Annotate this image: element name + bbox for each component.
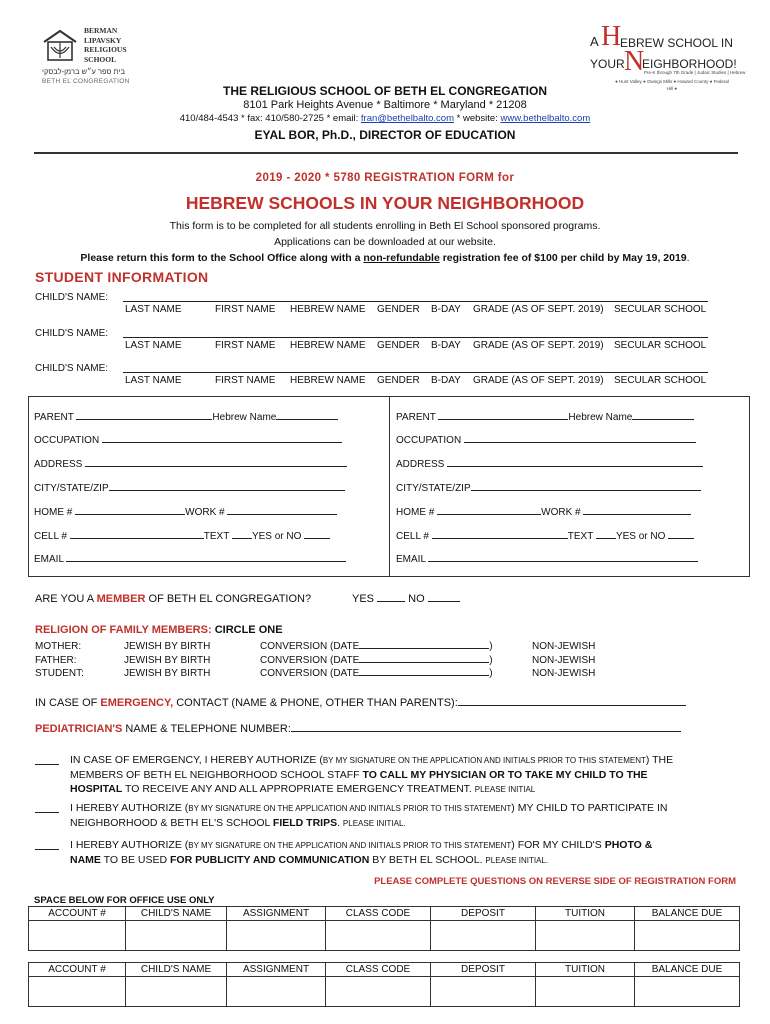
office-col: DEPOSIT [431, 963, 536, 977]
member-answer [352, 593, 460, 605]
auth-initial-note: PLEASE INITIAL. [485, 856, 549, 865]
occupation-label: OCCUPATION [396, 435, 462, 446]
auth-text: NEIGHBORHOOD & BETH EL'S SCHOOL [70, 817, 273, 829]
return-pre: Please return this form to the School Office along with a [80, 252, 364, 264]
auth-text: I HEREBY AUTHORIZE ( [70, 839, 189, 851]
logo-line: BERMAN [84, 26, 118, 35]
address-field[interactable] [447, 466, 703, 467]
office-col: CLASS CODE [326, 963, 431, 977]
office-entry-row [29, 921, 740, 951]
occupation-row [396, 435, 696, 446]
auth-2-line-2 [70, 816, 738, 831]
religion-birth[interactable]: JEWISH BY BIRTH [124, 641, 211, 652]
office-heading: SPACE BELOW FOR OFFICE USE ONLY [34, 895, 215, 906]
logo-line: SCHOOL [84, 54, 117, 64]
col-last-name: LAST NAME [125, 340, 182, 351]
office-cell[interactable] [536, 977, 635, 1007]
work-field[interactable] [227, 514, 337, 515]
pediatrician-post: NAME & TELEPHONE NUMBER: [122, 723, 291, 735]
religion-who: FATHER: [35, 655, 77, 666]
auth-initial-note: PLEASE INITIAL [474, 785, 536, 794]
religion-conversion[interactable]: CONVERSION (DATE ) [260, 641, 493, 652]
emergency-pre: IN CASE OF [35, 697, 101, 709]
email-label: EMAIL [396, 554, 426, 565]
reverse-side-note: PLEASE COMPLETE QUESTIONS ON REVERSE SIDE OF REGISTRATION FORM [374, 876, 736, 887]
office-cell[interactable] [227, 977, 326, 1007]
office-col: ASSIGNMENT [227, 907, 326, 921]
auth-text: MEMBERS OF BETH EL NEIGHBORHOOD SCHOOL STAFF [70, 769, 363, 781]
school-contact [0, 113, 770, 124]
logo-line: LIPAVSKY [84, 35, 122, 45]
office-col: ACCOUNT # [29, 907, 126, 921]
year-line: 2019 - 2020 * 5780 REGISTRATION FORM for [255, 172, 515, 184]
office-col: CHILD'S NAME [126, 907, 227, 921]
conversion-label: CONVERSION (DATE [260, 655, 360, 666]
member-word: MEMBER [96, 593, 146, 605]
office-col: ASSIGNMENT [227, 963, 326, 977]
hebrew-name-field[interactable] [632, 419, 694, 420]
parent-label: PARENT [34, 412, 74, 423]
email-link[interactable]: fran@bethelbalto.com [360, 113, 454, 124]
menorah-building-icon [42, 28, 78, 62]
logo-big-n: N [624, 46, 645, 77]
text-label: TEXT [567, 531, 594, 542]
logo-locations: ● Hunt Valley ● Owings Mills ● Howard County ● Federal Hill ● [615, 79, 729, 91]
member-question [35, 593, 311, 605]
logo-tagline: Pre-K through 7th Grade | Judaic Studies | Hebrew [644, 70, 746, 75]
office-cell[interactable] [126, 977, 227, 1007]
child-label: CHILD'S NAME: [35, 292, 109, 303]
auth-1-initial[interactable] [35, 764, 59, 765]
member-pre: ARE YOU A [35, 593, 97, 605]
auth-2-line-1 [70, 801, 738, 816]
city-row [396, 483, 701, 494]
office-cell[interactable] [227, 921, 326, 951]
auth-bold: TO CALL MY PHYSICIAN OR TO TAKE MY CHILD TO THE [362, 769, 648, 781]
office-col: BALANCE DUE [635, 907, 740, 921]
conversion-date-field[interactable] [359, 662, 489, 663]
pediatrician-row [35, 723, 681, 735]
office-header-row [29, 963, 740, 977]
email-field[interactable] [428, 561, 698, 562]
yes-no-label: YES or NO [615, 531, 666, 542]
auth-text: IN CASE OF EMERGENCY, I HEREBY AUTHORIZE ( [70, 754, 323, 766]
col-hebrew-name: HEBREW NAME [290, 340, 366, 351]
cell-label: CELL # [34, 531, 67, 542]
religion-birth[interactable]: JEWISH BY BIRTH [124, 655, 211, 666]
office-col: TUITION [536, 963, 635, 977]
home-field[interactable] [437, 514, 541, 515]
col-grade: GRADE (AS OF SEPT. 2019) [473, 304, 604, 315]
col-bday: B-DAY [431, 340, 461, 351]
child-label: CHILD'S NAME: [35, 328, 109, 339]
office-cell[interactable] [431, 977, 536, 1007]
occupation-row [34, 435, 342, 446]
city-label: CITY/STATE/ZIP [396, 483, 471, 494]
hebrew-name-label: Hebrew Name [212, 412, 277, 423]
office-col: CHILD'S NAME [126, 963, 227, 977]
logo-hebrew: בית ספר ע״ש ברמן-לבסקי [42, 67, 125, 76]
auth-3 [70, 838, 738, 868]
school-address: 8101 Park Heights Avenue * Baltimore * Maryland * 21208 [243, 99, 527, 111]
religion-conversion[interactable]: CONVERSION (DATE ) [260, 655, 493, 666]
child-row-1 [35, 292, 715, 322]
text-label: TEXT [203, 531, 230, 542]
col-last-name: LAST NAME [125, 304, 182, 315]
home-field[interactable] [75, 514, 185, 515]
office-cell[interactable] [126, 921, 227, 951]
cell-field[interactable] [70, 538, 204, 539]
religion-non-jewish[interactable]: NON-JEWISH [532, 655, 596, 666]
office-table-1 [28, 906, 740, 951]
auth-small: BY MY SIGNATURE ON THE APPLICATION AND INITIALS PRIOR TO THIS STATEMENT [188, 841, 512, 850]
parent-label: PARENT [396, 412, 436, 423]
office-cell[interactable] [431, 921, 536, 951]
religion-non-jewish[interactable]: NON-JEWISH [532, 668, 596, 679]
col-gender: GENDER [377, 304, 420, 315]
logo-big-h: H [601, 21, 622, 52]
religion-heading: RELIGION OF FAMILY MEMBERS: [35, 624, 212, 636]
parent-row [396, 412, 694, 423]
auth-text: TO BE USED [100, 854, 170, 866]
conversion-date-field[interactable] [359, 675, 489, 676]
auth-1-line-1 [70, 753, 738, 768]
office-entry-row [29, 977, 740, 1007]
office-cell[interactable] [635, 921, 740, 951]
office-col: ACCOUNT # [29, 963, 126, 977]
child-row-2 [35, 328, 715, 358]
member-yes-label: YES [352, 593, 375, 605]
address-row [34, 459, 347, 470]
home-label: HOME # [396, 507, 435, 518]
pediatrician-word: PEDIATRICIAN'S [35, 723, 123, 735]
office-cell[interactable] [29, 977, 126, 1007]
col-last-name: LAST NAME [125, 375, 182, 386]
city-label: CITY/STATE/ZIP [34, 483, 109, 494]
religion-birth[interactable]: JEWISH BY BIRTH [124, 668, 211, 679]
member-post: OF BETH EL CONGREGATION? [145, 593, 312, 605]
col-grade: GRADE (AS OF SEPT. 2019) [473, 375, 604, 386]
home-row [34, 507, 337, 518]
city-row [34, 483, 345, 494]
yes-no-field[interactable] [668, 538, 694, 539]
contact-mid: * website: [454, 113, 501, 124]
work-label: WORK # [185, 507, 225, 518]
emergency-row [35, 697, 686, 709]
auth-text: ) THE [645, 754, 674, 766]
cell-field[interactable] [432, 538, 568, 539]
conversion-label: CONVERSION (DATE [260, 668, 360, 679]
work-field[interactable] [583, 514, 691, 515]
auth-1 [70, 753, 738, 797]
office-table-2 [28, 962, 740, 1007]
auth-bold: PHOTO & [604, 839, 653, 851]
religion-non-jewish[interactable]: NON-JEWISH [532, 641, 596, 652]
office-cell[interactable] [29, 921, 126, 951]
auth-1-line-2 [70, 768, 738, 782]
member-no-field[interactable] [428, 601, 460, 602]
office-header-row [29, 907, 740, 921]
cell-row [396, 531, 694, 542]
col-hebrew-name: HEBREW NAME [290, 304, 366, 315]
occupation-label: OCCUPATION [34, 435, 100, 446]
cell-row [34, 531, 330, 542]
auth-2-initial[interactable] [35, 812, 59, 813]
religion-who: MOTHER: [35, 641, 82, 652]
student-heading: STUDENT INFORMATION [35, 269, 209, 285]
hebrew-name-label: Hebrew Name [568, 412, 633, 423]
auth-1-line-3 [70, 782, 738, 797]
yes-no-label: YES or NO [251, 531, 302, 542]
emergency-field[interactable] [458, 705, 686, 706]
office-col: BALANCE DUE [635, 963, 740, 977]
religion-circle: CIRCLE ONE [214, 624, 283, 636]
religion-heading-row [35, 624, 283, 636]
work-label: WORK # [541, 507, 581, 518]
col-secular-school: SECULAR SCHOOL [614, 304, 707, 315]
return-instructions [0, 252, 770, 264]
address-label: ADDRESS [34, 459, 83, 470]
occupation-field[interactable] [464, 442, 696, 443]
home-label: HOME # [34, 507, 73, 518]
emergency-post: CONTACT (NAME & PHONE, OTHER THAN PARENTS): [173, 697, 458, 709]
religion-row [35, 641, 735, 654]
form-title: HEBREW SCHOOLS IN YOUR NEIGHBORHOOD [185, 193, 585, 213]
logo-big-a: A [590, 34, 599, 49]
email-row [396, 554, 698, 565]
occupation-field[interactable] [102, 442, 342, 443]
conversion-label: CONVERSION (DATE [260, 641, 360, 652]
auth-text: ) MY CHILD TO PARTICIPATE IN [511, 802, 668, 814]
col-first-name: FIRST NAME [215, 375, 276, 386]
intro-line-2: Applications can be downloaded at our website. [274, 236, 496, 248]
col-hebrew-name: HEBREW NAME [290, 375, 366, 386]
auth-text: . [337, 817, 340, 829]
col-gender: GENDER [377, 340, 420, 351]
return-underline: non-refundable [363, 252, 440, 264]
religion-row [35, 668, 735, 681]
office-col: DEPOSIT [431, 907, 536, 921]
office-col: TUITION [536, 907, 635, 921]
email-field[interactable] [66, 561, 346, 562]
home-row [396, 507, 691, 518]
parent-field[interactable] [438, 419, 568, 420]
child-label: CHILD'S NAME: [35, 363, 109, 374]
auth-bold: FOR PUBLICITY AND COMMUNICATION [169, 854, 370, 866]
emergency-word: EMERGENCY, [100, 697, 174, 709]
address-label: ADDRESS [396, 459, 445, 470]
logo-line2: EIGHBORHOOD! [642, 57, 737, 71]
text-field[interactable] [596, 538, 616, 539]
auth-text: ) FOR MY CHILD'S [511, 839, 605, 851]
auth-3-initial[interactable] [35, 849, 59, 850]
office-cell[interactable] [326, 977, 431, 1007]
text-field[interactable] [232, 538, 252, 539]
hebrew-name-field[interactable] [276, 419, 338, 420]
left-logo [42, 26, 152, 86]
col-grade: GRADE (AS OF SEPT. 2019) [473, 340, 604, 351]
col-first-name: FIRST NAME [215, 340, 276, 351]
school-name: THE RELIGIOUS SCHOOL OF BETH EL CONGREGATION [222, 84, 548, 98]
website-link[interactable]: www.bethelbalto.com [500, 113, 591, 124]
auth-2 [70, 801, 738, 831]
city-field[interactable] [471, 490, 701, 491]
parent-box-divider [389, 397, 390, 576]
pediatrician-field[interactable] [291, 731, 681, 732]
member-no-label: NO [408, 593, 425, 605]
logo-your: YOUR [590, 57, 625, 71]
parent-box [28, 396, 750, 577]
auth-bold: HOSPITAL [70, 783, 123, 795]
contact-prefix: 410/484-4543 * fax: 410/580-2725 * email: [179, 113, 361, 124]
office-col: CLASS CODE [326, 907, 431, 921]
address-field[interactable] [85, 466, 347, 467]
auth-bold: FIELD TRIPS [272, 817, 338, 829]
return-post: registration fee of $100 per child by May 19, 2019 [439, 252, 687, 264]
auth-text: TO RECEIVE ANY AND ALL APPROPRIATE EMERGENCY TREATMENT. [122, 783, 472, 795]
auth-bold: NAME [70, 854, 101, 866]
col-secular-school: SECULAR SCHOOL [614, 340, 707, 351]
auth-small: BY MY SIGNATURE ON THE APPLICATION AND INITIALS PRIOR TO THIS STATEMENT [322, 756, 646, 765]
religion-row [35, 655, 735, 668]
director-line: EYAL BOR, Ph.D., DIRECTOR OF EDUCATION [254, 128, 516, 142]
cell-label: CELL # [396, 531, 429, 542]
member-yes-field[interactable] [377, 601, 405, 602]
religion-conversion[interactable]: CONVERSION (DATE ) [260, 668, 493, 679]
auth-small: BY MY SIGNATURE ON THE APPLICATION AND INITIALS PRIOR TO THIS STATEMENT [188, 804, 512, 813]
yes-no-field[interactable] [304, 538, 330, 539]
parent-row [34, 412, 338, 423]
address-row [396, 459, 703, 470]
city-field[interactable] [109, 490, 345, 491]
auth-text: BY BETH EL SCHOOL. [369, 854, 483, 866]
auth-text: I HEREBY AUTHORIZE ( [70, 802, 189, 814]
auth-initial-note: PLEASE INITIAL. [342, 819, 406, 828]
logo-line: RELIGIOUS [84, 45, 127, 54]
logo-line1: EBREW SCHOOL IN [620, 36, 733, 50]
parent-field[interactable] [76, 419, 212, 420]
auth-3-line-2 [70, 853, 738, 868]
auth-3-line-1 [70, 838, 738, 853]
religion-who: STUDENT: [35, 668, 84, 679]
email-row [34, 554, 346, 565]
return-end: . [686, 252, 690, 264]
office-cell[interactable] [536, 921, 635, 951]
col-bday: B-DAY [431, 304, 461, 315]
col-first-name: FIRST NAME [215, 304, 276, 315]
col-gender: GENDER [377, 375, 420, 386]
email-label: EMAIL [34, 554, 64, 565]
child-row-3 [35, 363, 715, 393]
col-secular-school: SECULAR SCHOOL [614, 375, 707, 386]
conversion-date-field[interactable] [359, 648, 489, 649]
child-name-line[interactable] [123, 372, 708, 373]
col-bday: B-DAY [431, 375, 461, 386]
logo-sub: BETH EL CONGREGATION [42, 78, 130, 85]
office-cell[interactable] [635, 977, 740, 1007]
child-name-line[interactable] [123, 337, 708, 338]
header-divider [34, 152, 738, 154]
intro-line-1: This form is to be completed for all students enrolling in Beth El School sponsored programs. [169, 220, 601, 232]
child-name-line[interactable] [123, 301, 708, 302]
office-cell[interactable] [326, 921, 431, 951]
